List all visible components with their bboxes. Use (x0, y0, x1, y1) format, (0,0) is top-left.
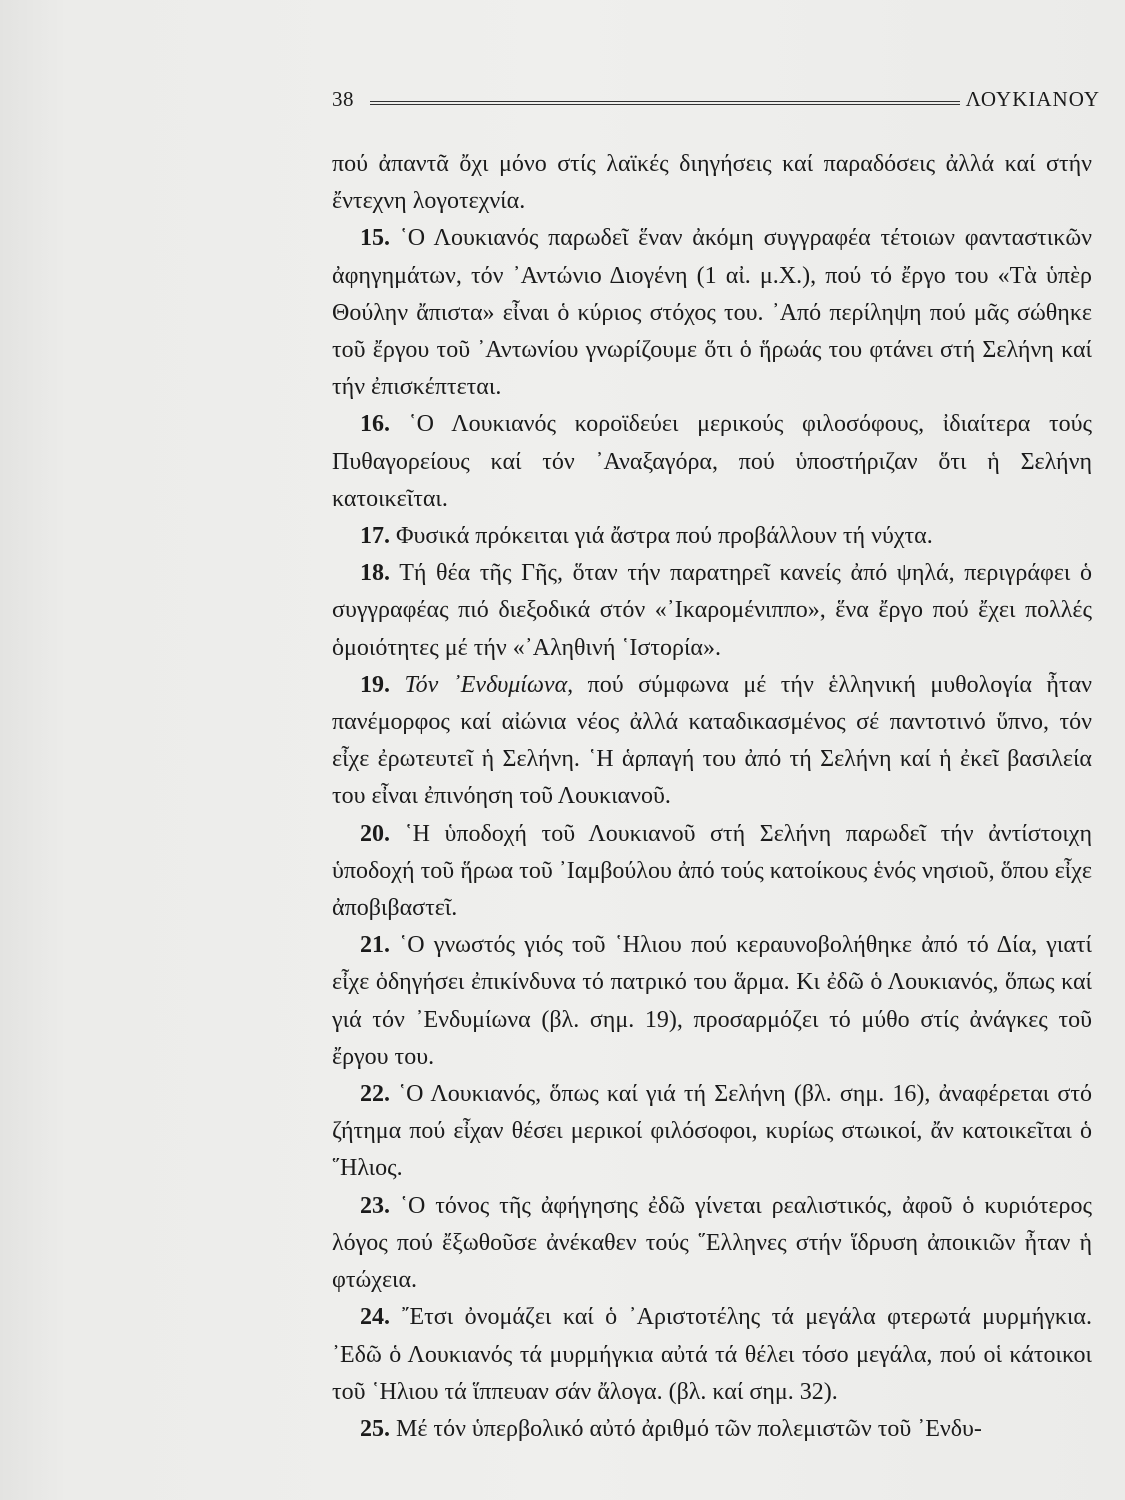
note-text: πού σύμφωνα μέ τήν ἑλληνική μυθολογία ἦταν πανέμορφος καί αἰώνια νέος ἀλλά καταδικασμένος σέ παντοτινό ὕπνο, τόν εἶχε ἐρωτευτεῖ ἡ Σελήνη. ῾Η ἁρπαγή του ἀπό τή Σελήνη καί ἡ ἐκεῖ βασιλεία του εἶναι ἐπινόηση τοῦ Λουκιανοῦ. (332, 671, 1093, 810)
intro-paragraph: πού ἀπαντᾶ ὄχι μόνο στίς λαϊκές διηγήσεις καί παραδόσεις ἀλλά καί στήν ἔντεχνη λογοτεχνία. (332, 151, 1092, 215)
note-19 (332, 667, 1092, 816)
note-15 (332, 220, 1092, 406)
note-text: Μέ τόν ὑπερβολικό αὐτό ἀριθμό τῶν πολεμιστῶν τοῦ ᾿Ενδυ- (396, 1415, 982, 1442)
note-text: ῾Ο τόνος τῆς ἀφήγησης ἐδῶ γίνεται ρεαλιστικός, ἀφοῦ ὁ κυριότερος λόγος πού ἔξωθοῦσε ἀνέκαθεν τούς ῞Ελληνες στήν ἵδρυση ἀποικιῶν ἦταν ἡ φτώχεια. (332, 1192, 1092, 1294)
note-number: 21. (360, 932, 390, 959)
note-23 (332, 1188, 1092, 1300)
note-number: 24. (360, 1304, 390, 1331)
note-text: ῾Ο γνωστός γιός τοῦ ῾Ηλιου πού κεραυνοβολήθηκε ἀπό τό Δία, γιατί εἶχε ὁδηγήσει ἐπικίνδυνα τό πατρικό του ἅρμα. Κι ἐδῶ ὁ Λουκιανός, ὅπως καί γιά τόν ᾿Ενδυμίωνα (βλ. σημ. 19), προσαρμόζει τό μύθο στίς ἀνάγκες τοῦ ἔργου του. (332, 932, 1093, 1070)
note-text: ῾Ο Λουκιανός κοροϊδεύει μερικούς φιλοσόφους, ἰδιαίτερα τούς Πυθαγορείους καί τόν ᾿Αναξαγόρα, πού ὑποστήριζαν ὅτι ἡ Σελήνη κατοικεῖται. (332, 411, 1092, 512)
header-rule (370, 101, 960, 105)
note-22 (332, 1076, 1092, 1188)
page-header (332, 78, 1100, 112)
note-number: 20. (360, 820, 390, 847)
note-number: 22. (360, 1081, 390, 1108)
note-italic-term: Τόν ᾿Ενδυμίωνα, (404, 671, 574, 698)
note-number: 25. (360, 1415, 390, 1442)
note-18 (332, 555, 1092, 667)
note-16 (332, 406, 1092, 518)
note-25 (332, 1411, 1092, 1448)
page-number: 38 (332, 87, 354, 111)
note-number: 23. (360, 1192, 390, 1219)
note-number: 18. (360, 560, 390, 587)
note-text: ῾Η ὑποδοχή τοῦ Λουκιανοῦ στή Σελήνη παρωδεῖ τήν ἀντίστοιχη ὑποδοχή τοῦ ἥρωα τοῦ ᾿Ιαμβούλου ἀπό τούς κατοίκους ἑνός νησιοῦ, ὅπου εἶχε ἀποβιβαστεῖ. (332, 820, 1093, 922)
note-text: Φυσικά πρόκειται γιά ἄστρα πού προβάλλουν τή νύχτα. (396, 523, 933, 550)
note-text: ῎Ετσι ὀνομάζει καί ὁ ᾿Αριστοτέλης τά μεγάλα φτερωτά μυρμήγκια. ᾿Εδῶ ὁ Λουκιανός τά μυρμήγκια αὐτά τά θέλει τόσο μεγάλα, πού οἱ κάτοικοι τοῦ ῾Ηλιου τά ἵππευαν σάν ἄλογα. (βλ. καί σημ. 32). (332, 1304, 1092, 1405)
note-21 (332, 927, 1092, 1076)
note-20 (332, 816, 1092, 928)
note-text: ῾Ο Λουκιανός παρωδεῖ ἕναν ἀκόμη συγγραφέα τέτοιων φανταστικῶν ἀφηγημάτων, τόν ᾿Αντώνιο Διογένη (1 αἰ. μ.Χ.), πού τό ἔργο του «Τὰ ὑπὲρ Θούλην ἄπιστα» εἶναι ὁ κύριος στόχος του. ᾿Από περίληψη πού μᾶς σώθηκε τοῦ ἔργου τοῦ ᾿Αντωνίου γνωρίζουμε ὅτι ὁ ἥρωάς του φτάνει στή Σελήνη καί τήν ἐπισκέπτεται. (332, 225, 1093, 401)
note-number: 19. (360, 671, 390, 698)
notes-body (332, 146, 1092, 1448)
note-24 (332, 1299, 1092, 1411)
running-title: ΛΟΥΚΙΑΝΟΥ (965, 87, 1100, 111)
note-text: Τή θέα τῆς Γῆς, ὅταν τήν παρατηρεῖ κανείς ἀπό ψηλά, περιγράφει ὁ συγγραφέας πιό διεξοδικά στόν «᾿Ικαρομένιππο», ἕνα ἔργο πού ἔχει πολλές ὁμοιότητες μέ τήν «᾿Αληθινή ῾Ιστορία». (332, 560, 1092, 661)
note-number: 16. (360, 411, 390, 438)
note-number: 17. (360, 523, 390, 550)
note-text: ῾Ο Λουκιανός, ὅπως καί γιά τή Σελήνη (βλ. σημ. 16), ἀναφέρεται στό ζήτημα πού εἶχαν θέσει μερικοί φιλόσοφοι, κυρίως στωικοί, ἄν κατοικεῖται ὁ ῞Ηλιος. (332, 1081, 1092, 1182)
note-number: 15. (360, 225, 390, 252)
note-17 (332, 518, 1092, 555)
